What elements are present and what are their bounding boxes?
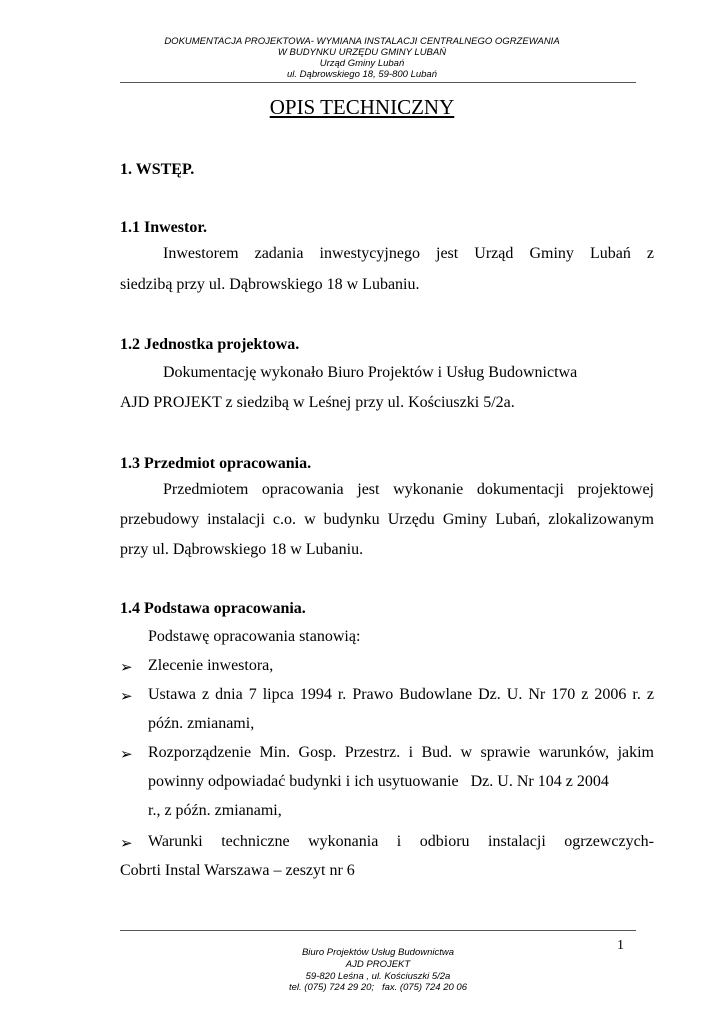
header-line-2: W BUDYNKU URZĘDU GMINY LUBAŃ [277,47,447,58]
bullet-3-line-2: powinny odpowiadać budynki i ich usytuowanie Dz. U. Nr 104 z 2004 [148,773,609,790]
footer-rule [120,930,636,931]
section-1-3-heading: 1.3 Przedmiot opracowania. [120,455,312,472]
bullet-3-line-3: r., z późn. zmianami, [148,802,282,819]
page-number: 1 [617,938,624,953]
section-1-heading: 1. WSTĘP. [120,161,195,178]
section-1-4-heading: 1.4 Podstawa opracowania. [120,600,306,617]
section-1-2-heading: 1.2 Jednostka projektowa. [120,336,300,353]
bullet-3-line-1: Rozporządzenie Min. Gosp. Przestrz. i Bud. w sprawie warunków, jakim [148,744,654,761]
page-title: OPIS TECHNICZNY [269,95,455,119]
bullet-4-line-2: Cobrti Instal Warszawa – zeszyt nr 6 [120,862,355,879]
header-line-3: Urząd Gminy Lubań [319,58,405,69]
section-1-4-intro: Podstawę opracowania stanowią: [148,628,361,645]
header-line-1: DOKUMENTACJA PROJEKTOWA- WYMIANA INSTALACJI CENTRALNEGO OGRZEWANIA [164,36,560,47]
header-rule [120,82,636,83]
header-line-4: ul. Dąbrowskiego 18, 59-800 Lubań [287,69,437,80]
section-1-3-line-2: przebudowy instalacji c.o. w budynku Urzędu Gminy Lubań, zlokalizowanym [120,511,654,528]
section-1-1-line-2: siedzibą przy ul. Dąbrowskiego 18 w Lubaniu. [120,276,420,293]
footer-line-3: 59-820 Leśna , ul. Kościuszki 5/2a [305,971,451,982]
bullet-arrow-icon: ➢ [120,689,133,705]
bullet-arrow-icon: ➢ [120,747,133,763]
section-1-1-heading: 1.1 Inwestor. [120,219,207,236]
section-1-2-line-2: AJD PROJEKT z siedzibą w Leśnej przy ul. Kościuszki 5/2a. [120,394,515,411]
bullet-arrow-icon: ➢ [120,836,133,852]
footer-line-4: tel. (075) 724 29 20; fax. (075) 724 20 06 [289,982,467,993]
bullet-1-line-1: Zlecenie inwestora, [148,657,274,674]
bullet-2-line-1: Ustawa z dnia 7 lipca 1994 r. Prawo Budowlane Dz. U. Nr 170 z 2006 r. z [148,686,654,703]
bullet-4-line-1: Warunki techniczne wykonania i odbioru instalacji ogrzewczych- [148,833,654,850]
section-1-3-line-3: przy ul. Dąbrowskiego 18 w Lubaniu. [120,541,364,558]
bullet-2-line-2: późn. zmianami, [148,715,255,732]
bullet-arrow-icon: ➢ [120,660,133,676]
section-1-1-line-1: Inwestorem zadania inwestycyjnego jest Urząd Gminy Lubań z [163,245,654,262]
section-1-3-line-1: Przedmiotem opracowania jest wykonanie dokumentacji projektowej [163,481,654,498]
footer-line-1: Biuro Projektów Usług Budownictwa [301,947,455,958]
footer-line-2: AJD PROJEKT [345,959,411,970]
section-1-2-line-1: Dokumentację wykonało Biuro Projektów i Usług Budownictwa [163,364,578,381]
